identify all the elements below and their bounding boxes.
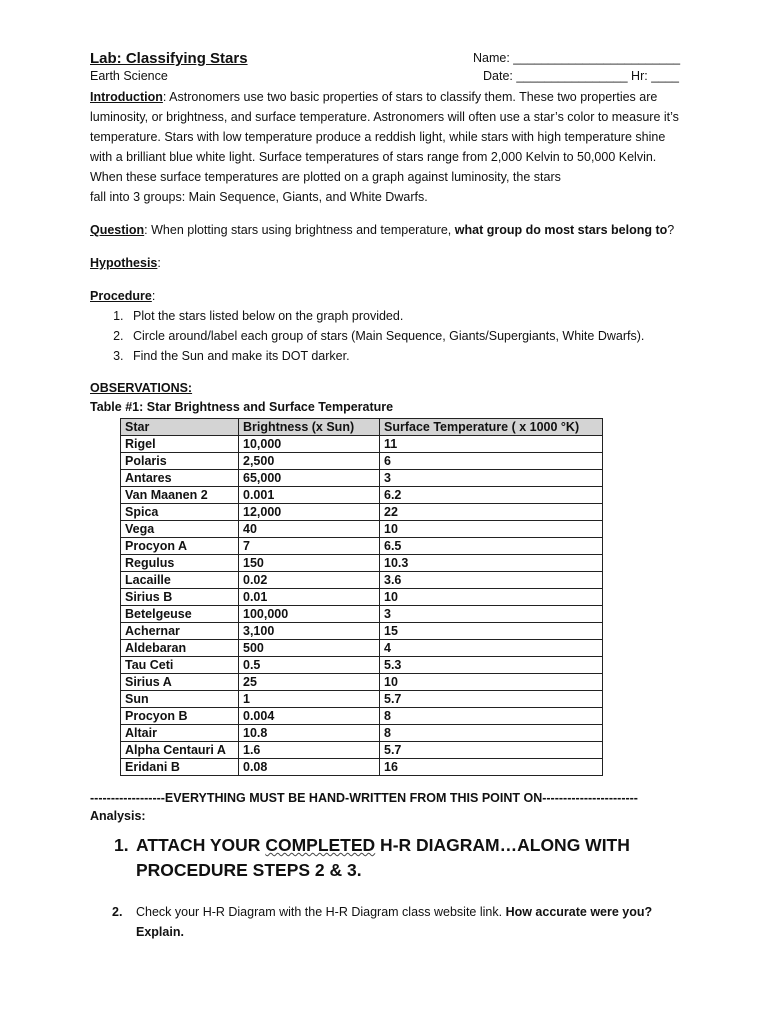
star-name-cell: Van Maanen 2	[121, 487, 239, 504]
procedure-step: 3. Find the Sun and make its DOT darker.	[127, 346, 690, 366]
hypothesis	[90, 253, 690, 273]
procedure-step: 1. Plot the stars listed below on the graph provided.	[127, 306, 690, 326]
table-header-row	[121, 419, 603, 436]
table-row	[121, 521, 603, 538]
procedure	[90, 286, 690, 306]
analysis-item-2	[90, 902, 690, 942]
brightness-cell: 12,000	[239, 504, 380, 521]
star-name-cell: Rigel	[121, 436, 239, 453]
table-row	[121, 504, 603, 521]
analysis-item-2-bold: How accurate were you? Explain.	[136, 905, 653, 939]
brightness-cell: 500	[239, 640, 380, 657]
column-header-star: Star	[121, 419, 239, 436]
brightness-cell: 0.02	[239, 572, 380, 589]
brightness-cell: 65,000	[239, 470, 380, 487]
analysis-item-1-text-pre: ATTACH YOUR	[136, 835, 266, 855]
introduction	[90, 87, 690, 207]
question	[90, 220, 690, 240]
lab-title: Lab: Classifying Stars	[90, 50, 248, 67]
table-row	[121, 487, 603, 504]
star-name-cell: Eridani B	[121, 759, 239, 776]
temperature-cell: 3	[380, 470, 603, 487]
star-name-cell: Regulus	[121, 555, 239, 572]
table-row	[121, 657, 603, 674]
brightness-cell: 0.01	[239, 589, 380, 606]
analysis-item-1-number: 1.	[114, 835, 129, 855]
table-body	[121, 436, 603, 776]
star-name-cell: Achernar	[121, 623, 239, 640]
table-row	[121, 470, 603, 487]
table-row	[121, 453, 603, 470]
temperature-cell: 10	[380, 589, 603, 606]
header-row	[90, 48, 690, 68]
table-row	[121, 572, 603, 589]
date-hour-field: Date: ________________ Hr: ____	[483, 69, 679, 83]
analysis-item-2-number: 2.	[112, 905, 123, 919]
analysis-item-1-squiggle-word: COMPLETED	[265, 835, 376, 855]
star-name-cell: Vega	[121, 521, 239, 538]
temperature-cell: 8	[380, 708, 603, 725]
brightness-cell: 40	[239, 521, 380, 538]
table-row	[121, 589, 603, 606]
introduction-text-end: fall into 3 groups: Main Sequence, Giants, and White Dwarfs.	[90, 190, 428, 204]
table-row	[121, 725, 603, 742]
handwritten-divider: ------------------EVERYTHING MUST BE HAND-WRITTEN FROM THIS POINT ON-----------------------	[90, 791, 638, 805]
procedure-step: 2. Circle around/label each group of stars (Main Sequence, Giants/Supergiants, White Dwarfs).	[127, 326, 690, 346]
procedure-label: Procedure	[90, 289, 152, 303]
temperature-cell: 3	[380, 606, 603, 623]
star-name-cell: Polaris	[121, 453, 239, 470]
table-title: Table #1: Star Brightness and Surface Temperature	[90, 400, 394, 414]
brightness-cell: 2,500	[239, 453, 380, 470]
table-row	[121, 691, 603, 708]
brightness-cell: 10.8	[239, 725, 380, 742]
name-field: Name: ________________________	[473, 51, 681, 65]
procedure-steps	[90, 306, 690, 366]
star-name-cell: Tau Ceti	[121, 657, 239, 674]
brightness-cell: 7	[239, 538, 380, 555]
star-name-cell: Procyon B	[121, 708, 239, 725]
question-end: ?	[667, 223, 675, 237]
temperature-cell: 6.2	[380, 487, 603, 504]
star-name-cell: Aldebaran	[121, 640, 239, 657]
temperature-cell: 5.7	[380, 691, 603, 708]
procedure-colon: :	[151, 289, 156, 303]
star-name-cell: Spica	[121, 504, 239, 521]
introduction-text: : Astronomers use two basic properties of stars to classify them. These two properties are luminosity, or brightness, and surface temperature. Astronomers will often use a star’s color to measure it’s temperature. Stars with low temperature produce a reddish light, while stars with high temperature shine with a brilliant blue white light. Surface temperatures of stars range from 2,000 Kelvin to 50,000 Kelvin. When these surface temperatures are plotted on a graph against luminosity, the stars	[90, 90, 679, 184]
column-header-brightness: Brightness (x Sun)	[239, 419, 380, 436]
temperature-cell: 5.7	[380, 742, 603, 759]
question-bold: what group do most stars belong to	[454, 223, 668, 237]
temperature-cell: 3.6	[380, 572, 603, 589]
temperature-cell: 10	[380, 521, 603, 538]
temperature-cell: 16	[380, 759, 603, 776]
temperature-cell: 5.3	[380, 657, 603, 674]
star-name-cell: Betelgeuse	[121, 606, 239, 623]
brightness-cell: 3,100	[239, 623, 380, 640]
brightness-cell: 0.5	[239, 657, 380, 674]
star-name-cell: Altair	[121, 725, 239, 742]
temperature-cell: 6.5	[380, 538, 603, 555]
table-row	[121, 555, 603, 572]
table-row	[121, 623, 603, 640]
question-text: : When plotting stars using brightness and temperature,	[144, 223, 455, 237]
analysis-label: Analysis:	[90, 809, 146, 823]
star-name-cell: Procyon A	[121, 538, 239, 555]
star-name-cell: Antares	[121, 470, 239, 487]
brightness-cell: 0.004	[239, 708, 380, 725]
brightness-cell: 1	[239, 691, 380, 708]
temperature-cell: 4	[380, 640, 603, 657]
brightness-cell: 0.001	[239, 487, 380, 504]
temperature-cell: 6	[380, 453, 603, 470]
star-name-cell: Lacaille	[121, 572, 239, 589]
hypothesis-colon: :	[157, 256, 161, 270]
observations-label: OBSERVATIONS:	[90, 381, 193, 395]
table-row	[121, 606, 603, 623]
temperature-cell: 8	[380, 725, 603, 742]
table-row	[121, 674, 603, 691]
brightness-cell: 25	[239, 674, 380, 691]
star-name-cell: Sun	[121, 691, 239, 708]
subheader-row	[90, 68, 690, 86]
column-header-temperature: Surface Temperature ( x 1000 °K)	[380, 419, 603, 436]
analysis-item-1-text-post: H-R DIAGRAM…ALONG WITH PROCEDURE STEPS 2 & 3.	[136, 835, 630, 880]
temperature-cell: 11	[380, 436, 603, 453]
brightness-cell: 10,000	[239, 436, 380, 453]
table-row	[121, 759, 603, 776]
subject-label: Earth Science	[90, 69, 168, 83]
temperature-cell: 10	[380, 674, 603, 691]
brightness-cell: 0.08	[239, 759, 380, 776]
introduction-label: Introduction	[90, 90, 163, 104]
star-table	[120, 418, 603, 776]
star-name-cell: Sirius B	[121, 589, 239, 606]
brightness-cell: 1.6	[239, 742, 380, 759]
question-label: Question	[90, 223, 145, 237]
worksheet	[90, 48, 690, 942]
table-row	[121, 436, 603, 453]
brightness-cell: 150	[239, 555, 380, 572]
table-row	[121, 640, 603, 657]
hypothesis-label: Hypothesis	[90, 256, 158, 270]
table-row	[121, 742, 603, 759]
analysis-item-2-text: Check your H-R Diagram with the H-R Diagram class website link.	[136, 905, 506, 919]
temperature-cell: 22	[380, 504, 603, 521]
temperature-cell: 15	[380, 623, 603, 640]
analysis-item-1	[90, 833, 690, 883]
observations	[90, 379, 690, 417]
temperature-cell: 10.3	[380, 555, 603, 572]
table-row	[121, 538, 603, 555]
star-name-cell: Alpha Centauri A	[121, 742, 239, 759]
star-name-cell: Sirius A	[121, 674, 239, 691]
table-row	[121, 708, 603, 725]
brightness-cell: 100,000	[239, 606, 380, 623]
